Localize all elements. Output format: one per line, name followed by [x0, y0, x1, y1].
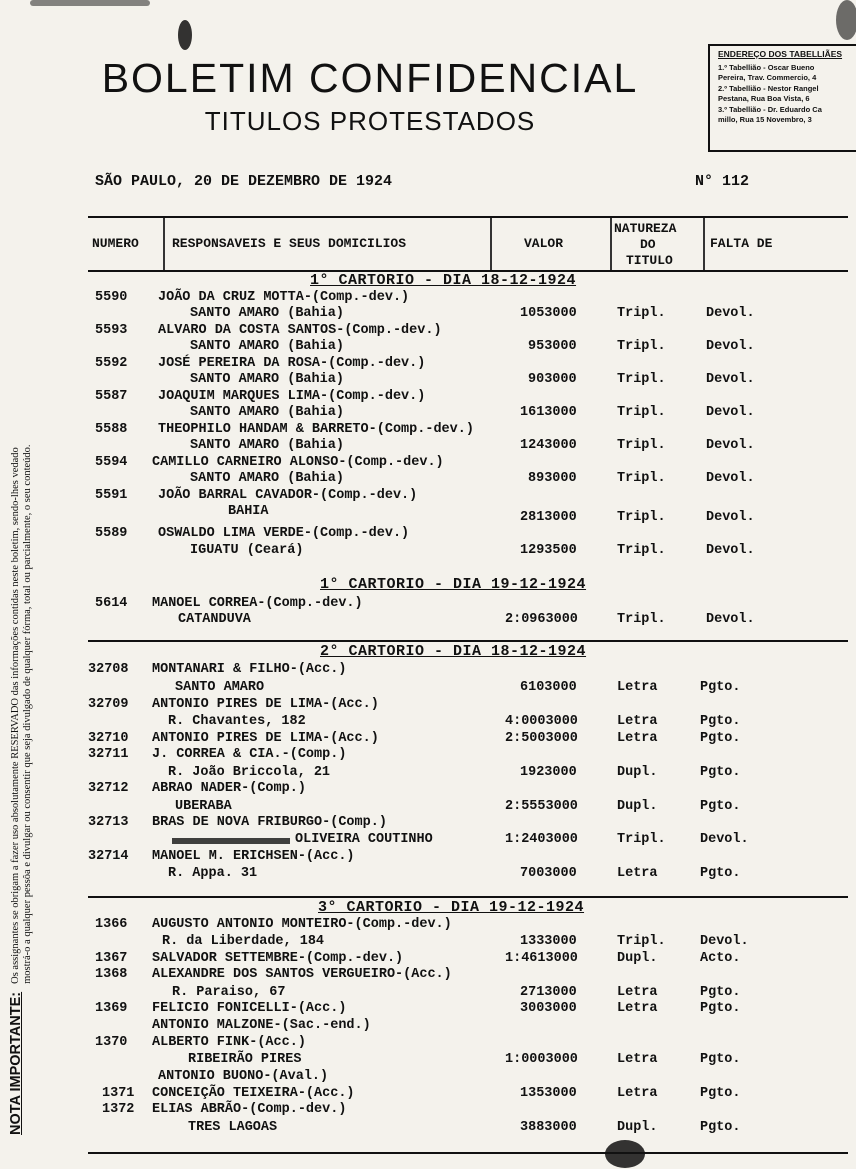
column-separator	[703, 218, 705, 270]
entry-place: BAHIA	[228, 504, 269, 519]
entry-falta: Pgto.	[700, 799, 741, 814]
entry-nature: Letra	[617, 985, 658, 1000]
entry-nature: Tripl.	[617, 471, 666, 486]
entry-nature: Tripl.	[617, 306, 666, 321]
entry-nature: Letra	[617, 866, 658, 881]
entry-number: 5589	[95, 526, 128, 541]
entry-name-secondary: ANTONIO MALZONE-(Sac.-end.)	[152, 1018, 371, 1033]
address-box-heading: ENDEREÇO DOS TABELLIÃES	[718, 49, 843, 59]
entry-value: 3883000	[520, 1120, 577, 1135]
entry-value: 953000	[528, 339, 577, 354]
address-line: 1.º Tabellião - Oscar Bueno	[718, 62, 815, 72]
entry-name: MANOEL CORREA-(Comp.-dev.)	[152, 596, 363, 611]
entry-falta: Devol.	[706, 405, 755, 420]
entry-nature: Letra	[617, 731, 658, 746]
entry-place: SANTO AMARO (Bahia)	[190, 438, 344, 453]
column-header-valor: VALOR	[524, 236, 564, 251]
dateline: SÃO PAULO, 20 DE DEZEMBRO DE 1924	[95, 173, 393, 190]
entry-falta: Pgto.	[700, 985, 741, 1000]
entry-name: ANTONIO PIRES DE LIMA-(Acc.)	[152, 697, 379, 712]
entry-place: SANTO AMARO (Bahia)	[190, 405, 344, 420]
entry-value: 903000	[528, 372, 577, 387]
entry-name: ALBERTO FINK-(Acc.)	[152, 1035, 306, 1050]
entry-name-secondary: ANTONIO BUONO-(Aval.)	[158, 1069, 329, 1084]
ink-stain	[30, 0, 150, 6]
entry-place: R. Paraiso, 67	[172, 985, 286, 1000]
section-divider	[88, 896, 848, 898]
entry-place: OLIVEIRA COUTINHO	[295, 832, 433, 847]
entry-place: SANTO AMARO (Bahia)	[190, 306, 344, 321]
entry-falta: Devol.	[706, 339, 755, 354]
entry-value: 1923000	[520, 765, 577, 780]
entry-value: 2:5003000	[505, 731, 578, 746]
entry-value: 3003000	[520, 1001, 577, 1016]
notary-address-box	[708, 44, 856, 152]
entry-place: IGUATU (Ceará)	[190, 543, 304, 558]
entry-place: R. Appa. 31	[168, 866, 258, 881]
entry-value: 2:5553000	[505, 799, 578, 814]
entry-value: 1:2403000	[505, 832, 578, 847]
entry-name: ANTONIO PIRES DE LIMA-(Acc.)	[152, 731, 379, 746]
entry-falta: Devol.	[706, 306, 755, 321]
important-note-label: NOTA IMPORTANTE:	[8, 991, 24, 1135]
address-line: millo, Rua 15 Novembro, 3	[718, 115, 812, 124]
entry-place: RIBEIRÃO PIRES	[188, 1052, 302, 1067]
column-separator	[490, 218, 492, 270]
entry-place: CATANDUVA	[178, 612, 251, 627]
column-header-numero: NUMERO	[92, 236, 139, 251]
section-heading: 1° CARTORIO - DIA 18-12-1924	[310, 272, 577, 289]
entry-value: 1613000	[520, 405, 577, 420]
entry-number: 5588	[95, 422, 128, 437]
entry-number: 32713	[88, 815, 129, 830]
entry-falta: Pgto.	[700, 714, 741, 729]
entry-name: ELIAS ABRÃO-(Comp.-dev.)	[152, 1102, 347, 1117]
entry-name: ALVARO DA COSTA SANTOS-(Comp.-dev.)	[158, 323, 442, 338]
entry-nature: Letra	[617, 1052, 658, 1067]
entry-place: SANTO AMARO (Bahia)	[190, 372, 344, 387]
entry-falta: Devol.	[706, 438, 755, 453]
entry-number: 5587	[95, 389, 128, 404]
entry-name: FELICIO FONICELLI-(Acc.)	[152, 1001, 347, 1016]
entry-falta: Devol.	[706, 612, 755, 627]
entry-falta: Acto.	[700, 951, 741, 966]
entry-nature: Dupl.	[617, 799, 658, 814]
entry-nature: Tripl.	[617, 339, 666, 354]
entry-nature: Tripl.	[617, 543, 666, 558]
entry-falta: Devol.	[700, 934, 749, 949]
entry-name: OSWALDO LIMA VERDE-(Comp.-dev.)	[158, 526, 410, 541]
entry-number: 5614	[95, 596, 128, 611]
entry-name: ALEXANDRE DOS SANTOS VERGUEIRO-(Acc.)	[152, 967, 452, 982]
important-note-text: Os assignantes se obrigam a fazer uso absolutamente RESERVADO das informações contidas neste boletim, sendo-lhes vedado	[10, 447, 21, 984]
entry-name: MONTANARI & FILHO-(Acc.)	[152, 662, 347, 677]
entry-number: 5590	[95, 290, 128, 305]
entry-value: 1:4613000	[505, 951, 578, 966]
entry-place: SANTO AMARO (Bahia)	[190, 339, 344, 354]
entry-number: 1367	[95, 951, 128, 966]
section-divider	[88, 640, 848, 642]
entry-place: UBERABA	[175, 799, 232, 814]
entry-value: 1293500	[520, 543, 577, 558]
entry-number: 5591	[95, 488, 128, 503]
entry-number: 1372	[102, 1102, 135, 1117]
entry-name: CONCEIÇÃO TEIXEIRA-(Acc.)	[152, 1086, 355, 1101]
entry-nature: Letra	[617, 680, 658, 695]
entry-name: JOSÉ PEREIRA DA ROSA-(Comp.-dev.)	[158, 356, 426, 371]
column-header-natureza: TITULO	[626, 253, 673, 268]
entry-value: 1333000	[520, 934, 577, 949]
entry-name: JOÃO DA CRUZ MOTTA-(Comp.-dev.)	[158, 290, 410, 305]
entry-nature: Tripl.	[617, 372, 666, 387]
ink-stain	[178, 20, 192, 50]
entry-falta: Devol.	[706, 372, 755, 387]
entry-nature: Tripl.	[617, 934, 666, 949]
entry-nature: Tripl.	[617, 405, 666, 420]
entry-value: 893000	[528, 471, 577, 486]
entry-name: THEOPHILO HANDAM & BARRETO-(Comp.-dev.)	[158, 422, 474, 437]
entry-name: ABRAO NADER-(Comp.)	[152, 781, 306, 796]
footer-rule	[88, 1152, 848, 1154]
entry-name: SALVADOR SETTEMBRE-(Comp.-dev.)	[152, 951, 404, 966]
entry-falta: Devol.	[706, 510, 755, 525]
entry-place: R. da Liberdade, 184	[162, 934, 325, 949]
important-note	[10, 135, 34, 1135]
entry-nature: Tripl.	[617, 438, 666, 453]
ink-stain	[836, 0, 856, 40]
entry-falta: Devol.	[700, 832, 749, 847]
strikethrough-mark	[172, 838, 290, 844]
entry-name: J. CORREA & CIA.-(Comp.)	[152, 747, 347, 762]
entry-nature: Letra	[617, 1001, 658, 1016]
entry-nature: Dupl.	[617, 765, 658, 780]
important-note-text: mostrá-o a qualquer pessôa e divulgar ou consentir que seja divulgado de qualquer fórma, total ou parcialmente, o seu conteúdo.	[22, 444, 33, 984]
address-line: Pestana, Rua Boa Vista, 6	[718, 94, 810, 103]
entry-falta: Pgto.	[700, 765, 741, 780]
entry-number: 32709	[88, 697, 129, 712]
column-header-natureza: DO	[640, 237, 656, 252]
section-heading: 3° CARTORIO - DIA 19-12-1924	[318, 899, 585, 916]
entry-falta: Pgto.	[700, 1120, 741, 1135]
entry-number: 32708	[88, 662, 129, 677]
entry-number: 32710	[88, 731, 129, 746]
entry-value: 4:0003000	[505, 714, 578, 729]
bulletin-title: BOLETIM CONFIDENCIAL	[101, 55, 639, 101]
entry-number: 1371	[102, 1086, 135, 1101]
section-heading: 1° CARTORIO - DIA 19-12-1924	[320, 576, 587, 593]
entry-value: 1053000	[520, 306, 577, 321]
entry-value: 1243000	[520, 438, 577, 453]
entry-falta: Pgto.	[700, 680, 741, 695]
column-separator	[610, 218, 612, 270]
entry-falta: Pgto.	[700, 731, 741, 746]
ink-stain	[605, 1140, 645, 1168]
entry-nature: Tripl.	[617, 510, 666, 525]
column-header-responsaveis: RESPONSAVEIS E SEUS DOMICILIOS	[172, 236, 407, 251]
entry-falta: Pgto.	[700, 1086, 741, 1101]
entry-name: JOAQUIM MARQUES LIMA-(Comp.-dev.)	[158, 389, 426, 404]
entry-value: 6103000	[520, 680, 577, 695]
entry-number: 5593	[95, 323, 128, 338]
entry-falta: Devol.	[706, 543, 755, 558]
column-separator	[163, 218, 165, 270]
entry-name: MANOEL M. ERICHSEN-(Acc.)	[152, 849, 355, 864]
entry-number: 1369	[95, 1001, 128, 1016]
header-top-rule	[88, 216, 848, 218]
entry-number: 5594	[95, 455, 128, 470]
entry-number: 32711	[88, 747, 129, 762]
entry-place: SANTO AMARO	[175, 680, 265, 695]
bulletin-number: N° 112	[695, 173, 750, 190]
entry-nature: Letra	[617, 714, 658, 729]
address-line: Pereira, Trav. Commercio, 4	[718, 73, 817, 82]
entry-falta: Devol.	[706, 471, 755, 486]
entry-place: TRES LAGOAS	[188, 1120, 278, 1135]
column-header-natureza: NATUREZA	[614, 221, 677, 236]
section-heading: 2° CARTORIO - DIA 18-12-1924	[320, 643, 587, 660]
entry-nature: Tripl.	[617, 612, 666, 627]
entry-name: AUGUSTO ANTONIO MONTEIRO-(Comp.-dev.)	[152, 917, 452, 932]
entry-value: 7003000	[520, 866, 577, 881]
entry-number: 1366	[95, 917, 128, 932]
entry-value: 1353000	[520, 1086, 577, 1101]
entry-nature: Letra	[617, 1086, 658, 1101]
entry-number: 1368	[95, 967, 128, 982]
entry-number: 5592	[95, 356, 128, 371]
entry-name: BRAS DE NOVA FRIBURGO-(Comp.)	[152, 815, 387, 830]
entry-falta: Pgto.	[700, 1052, 741, 1067]
address-line: 3.º Tabellião - Dr. Eduardo Ca	[718, 104, 822, 114]
entry-value: 1:0003000	[505, 1052, 578, 1067]
entry-nature: Dupl.	[617, 1120, 658, 1135]
column-header-falta: FALTA DE	[710, 236, 773, 251]
entry-place: R. Chavantes, 182	[168, 714, 306, 729]
entry-name: JOÃO BARRAL CAVADOR-(Comp.-dev.)	[158, 488, 418, 503]
entry-nature: Tripl.	[617, 832, 666, 847]
entry-name: CAMILLO CARNEIRO ALONSO-(Comp.-dev.)	[152, 455, 444, 470]
bulletin-subtitle: TITULOS PROTESTADOS	[204, 106, 536, 136]
entry-number: 32714	[88, 849, 129, 864]
entry-number: 32712	[88, 781, 129, 796]
entry-place: SANTO AMARO (Bahia)	[190, 471, 344, 486]
entry-value: 2:0963000	[505, 612, 578, 627]
entry-falta: Pgto.	[700, 866, 741, 881]
entry-nature: Dupl.	[617, 951, 658, 966]
entry-value: 2813000	[520, 510, 577, 525]
entry-value: 2713000	[520, 985, 577, 1000]
entry-place: R. João Briccola, 21	[168, 765, 331, 780]
address-line: 2.º Tabellião - Nestor Rangel	[718, 83, 819, 93]
entry-falta: Pgto.	[700, 1001, 741, 1016]
entry-number: 1370	[95, 1035, 128, 1050]
